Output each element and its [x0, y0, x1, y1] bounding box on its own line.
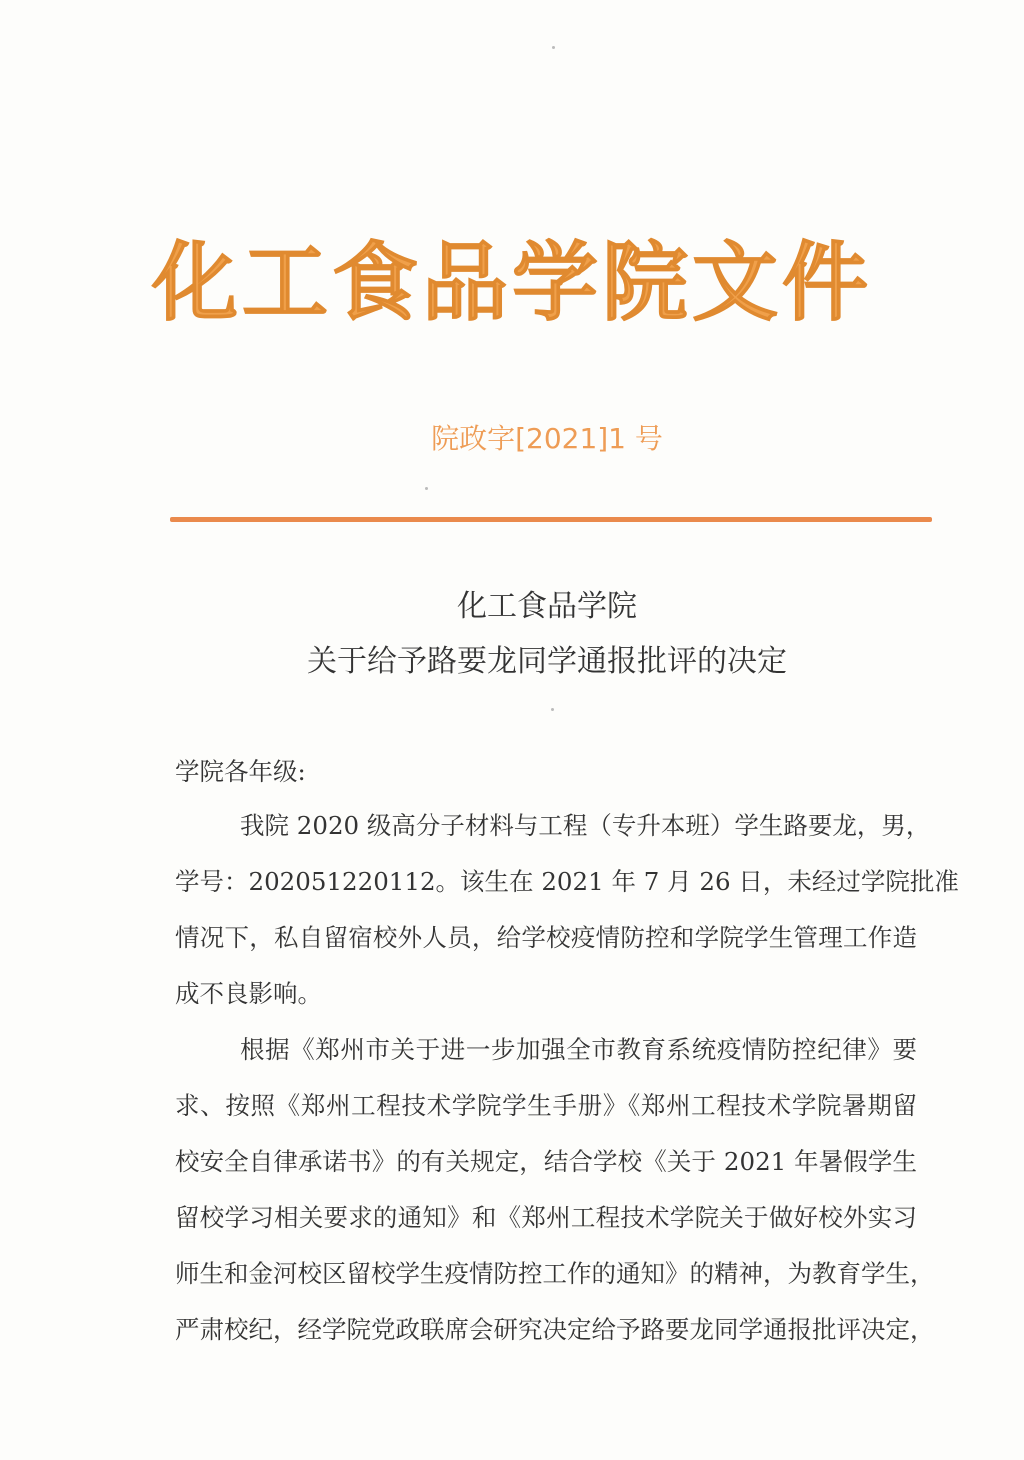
paragraph-1-line-4: 成不良影响。 — [175, 979, 322, 1008]
document-header-title: 化工食品学院文件 — [152, 233, 872, 333]
paragraph-2-line-4: 留校学习相关要求的通知》和《郑州工程技术学院关于做好校外实习 — [175, 1203, 917, 1232]
paragraph-1-line-1: 我院 2020 级高分子材料与工程（专升本班）学生路要龙，男， — [240, 811, 931, 840]
subject-line-2: 关于给予路要龙同学通报批评的决定 — [307, 644, 787, 679]
paragraph-2-line-6: 严肃校纪，经学院党政联席会研究决定给予路要龙同学通报批评决定， — [175, 1315, 935, 1344]
paragraph-1-line-3: 情况下，私自留宿校外人员，给学校疫情防控和学院学生管理工作造 — [175, 923, 917, 952]
paragraph-2-line-2: 求、按照《郑州工程技术学院学生手册》《郑州工程技术学院暑期留 — [175, 1091, 917, 1120]
scan-speck — [551, 708, 554, 711]
scan-speck — [425, 487, 428, 490]
salutation: 学院各年级: — [175, 757, 306, 786]
document-number: 院政字[2021]1 号 — [431, 422, 663, 455]
header-divider — [170, 517, 932, 522]
subject-line-1: 化工食品学院 — [457, 589, 637, 624]
paragraph-2-line-5: 师生和金河校区留校学生疫情防控工作的通知》的精神，为教育学生， — [175, 1259, 935, 1288]
scan-speck — [552, 46, 555, 49]
paragraph-2-line-3: 校安全自律承诺书》的有关规定，结合学校《关于 2021 年暑假学生 — [175, 1147, 917, 1176]
paragraph-2-line-1: 根据《郑州市关于进一步加强全市教育系统疫情防控纪律》要 — [240, 1035, 917, 1064]
paragraph-1-line-2: 学号：202051220112。该生在 2021 年 7 月 26 日，未经过学院批准 — [175, 867, 959, 896]
